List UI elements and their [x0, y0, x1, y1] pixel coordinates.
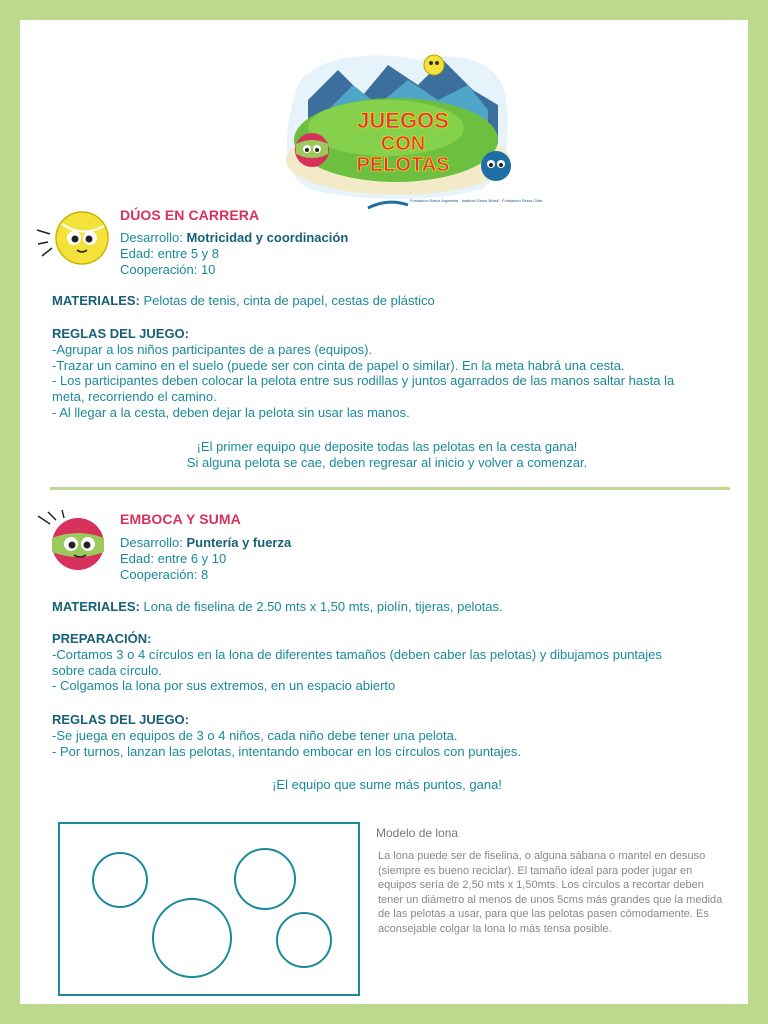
- game2-prep-step: - Colgamos la lona por sus extremos, en un espacio abierto: [52, 678, 396, 694]
- game2-age: Edad: entre 6 y 10: [120, 551, 227, 566]
- foundation-text: Fundación Sesor Argentina · Instituto Sesor Brasil · Fundación Sesor Chile: [410, 198, 543, 203]
- game1-dev-value: Motricidad y coordinación: [186, 230, 349, 245]
- game2-dev-value: Puntería y fuerza: [186, 535, 292, 550]
- game1-rule: meta, recorriendo el camino.: [52, 389, 217, 405]
- game2-development: [120, 535, 291, 551]
- game1-dev-label: Desarrollo:: [120, 230, 187, 245]
- lona-circle: [92, 852, 148, 908]
- lona-description: La lona puede ser de fiselina, o alguna sábana o mantel en desuso (siempre es bueno reciclar). El tamaño ideal para poder jugar en equipos sería de 2,50 mts x 1,50mts. Los círculos a recortar deben tener un diámetro al menos de unos 5cms más grandes que la medida de las pelotas a usar, para que las pelotas pasen cómodamente. Es aconsejable colgar la lona lo más tensa posible.: [378, 850, 723, 935]
- lona-title: Modelo de lona: [376, 826, 459, 840]
- game1-meta: [120, 230, 348, 278]
- game2-prep-heading: PREPARACIÓN:: [52, 631, 152, 646]
- game1-rule: -Trazar un camino en el suelo (puede ser con cinta de papel o similar). En la meta habrá una cesta.: [52, 357, 625, 373]
- lona-circle: [276, 912, 332, 968]
- lona-diagram: [58, 822, 360, 996]
- game1-coop: Cooperación: 10: [120, 262, 216, 277]
- game1-closing-line1: ¡El primer equipo que deposite todas las pelotas en la cesta gana!: [196, 439, 578, 454]
- game1-rules: [52, 326, 674, 421]
- game1-closing-line2: Si alguna pelota se cae, deben regresar al inicio y volver a comenzar.: [186, 455, 588, 470]
- red-green-ball-icon: [34, 508, 114, 570]
- logo-line-juegos: JUEGOS: [357, 108, 449, 133]
- juegos-con-pelotas-logo: [268, 30, 543, 215]
- section-divider: [50, 487, 730, 490]
- game1-rule: - Al llegar a la cesta, deben dejar la pelota sin usar las manos.: [52, 404, 410, 420]
- game1-title: DÚOS EN CARRERA: [120, 207, 260, 223]
- game2-meta: [120, 535, 291, 583]
- game2-preparation: [52, 631, 662, 694]
- game2-prep-step: -Cortamos 3 o 4 círculos en la lona de diferentes tamaños (deben caber las pelotas) y dibujamos puntajes: [52, 646, 662, 662]
- lona-circle: [234, 848, 296, 910]
- game2-coop: Cooperación: 8: [120, 567, 209, 582]
- logo-line-pelotas: PELOTAS: [356, 154, 450, 176]
- game2-materials-label: MATERIALES:: [52, 599, 144, 614]
- game2-materials-value: Lona de fiselina de 2.50 mts x 1,50 mts, piolín, tijeras, pelotas.: [143, 599, 503, 614]
- logo-line-con: CON: [380, 133, 426, 155]
- game1-development: [120, 230, 348, 246]
- game2-closing: ¡El equipo que sume más puntos, gana!: [272, 777, 502, 792]
- game1-closing: [52, 439, 722, 471]
- game2-prep-step: sobre cada círculo.: [52, 662, 162, 678]
- game2-rule: - Por turnos, lanzan las pelotas, intentando embocar en los círculos con puntajes.: [52, 743, 521, 759]
- tennis-ball-icon: [32, 208, 112, 268]
- game1-rule: - Los participantes deben colocar la pelota entre sus rodillas y juntos agarrados de las manos saltar hasta la: [52, 373, 675, 389]
- page: [20, 20, 748, 1004]
- game2-rules: [52, 712, 521, 759]
- game1-materials-value: Pelotas de tenis, cinta de papel, cestas de plástico: [143, 293, 435, 308]
- game2-materials: [52, 599, 503, 615]
- lona-circle: [152, 898, 232, 978]
- game2-dev-label: Desarrollo:: [120, 535, 187, 550]
- game1-rules-heading: REGLAS DEL JUEGO:: [52, 326, 190, 341]
- game1-materials-label: MATERIALES:: [52, 293, 144, 308]
- game1-materials: [52, 293, 435, 309]
- game1-rule: -Agrupar a los niños participantes de a pares (equipos).: [52, 341, 373, 357]
- game2-rules-heading: REGLAS DEL JUEGO:: [52, 712, 190, 727]
- game1-age: Edad: entre 5 y 8: [120, 246, 220, 261]
- game2-title: EMBOCA Y SUMA: [120, 511, 241, 527]
- game2-rule: -Se juega en equipos de 3 o 4 niños, cada niño debe tener una pelota.: [52, 727, 458, 743]
